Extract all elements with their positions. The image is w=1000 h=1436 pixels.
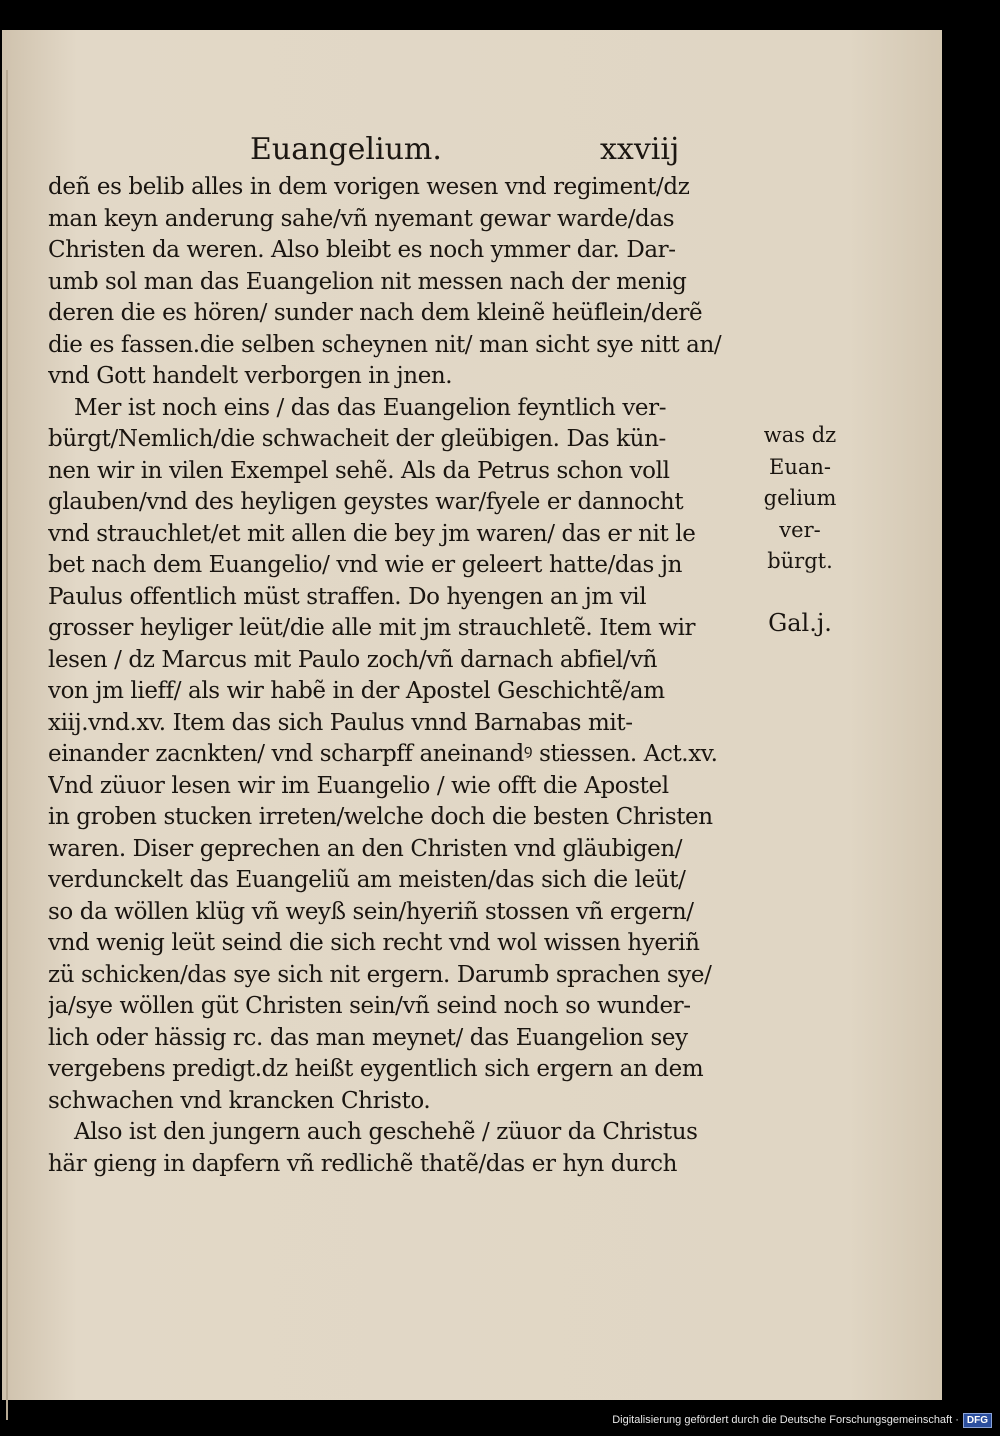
text-line: nen wir in vilen Exempel sehẽ. Als da Petrus schon voll: [48, 457, 670, 484]
body-text: [48, 172, 748, 1180]
page-edge-shadow: [6, 70, 8, 1420]
text-line: Mer ist noch eins / das das Euangelion feyntlich ver‑: [74, 394, 667, 421]
text-line: bet nach dem Euangelio/ vnd wie er geleert hatte/das jn: [48, 552, 683, 578]
text-line: man keyn anderung sahe/vñ nyemant gewar warde/das: [48, 205, 675, 232]
text-line: Paulus offentlich müst straffen. Do hyengen an jm vil: [48, 583, 647, 610]
text-line: bürgt/Nemlich/die schwacheit der gleübigen. Das kün‑: [48, 426, 666, 452]
margin-note-line: was dz: [763, 423, 837, 447]
text-line: Also ist den jungern auch geschehẽ / züuor da Christus: [74, 1119, 698, 1145]
text-line: vnd wenig leüt seind die sich recht vnd wol wissen hyeriñ: [48, 930, 700, 956]
text-line: so da wöllen klüg vñ weyß sein/hyeriñ stossen vñ ergern/: [48, 898, 694, 925]
text-line: einander zacnkten/ vnd scharpff aneinandꝰ stiessen. Act.xv.: [48, 741, 718, 767]
text-line: ja/sye wöllen güt Christen sein/vñ seind noch so wunder‑: [48, 993, 691, 1019]
folio-number: xxviij: [600, 132, 680, 167]
margin-reference: Gal.j.: [768, 608, 832, 637]
margin-note-line: ver‑: [779, 517, 821, 542]
margin-note-line: gelium: [763, 486, 837, 510]
text-line: xiij.vnd.xv. Item das sich Paulus vnnd Barnabas mit‑: [48, 709, 633, 736]
text-line: glauben/vnd des heyligen geystes war/fyele er dannocht: [48, 489, 684, 515]
text-line: zü schicken/das sye sich nit ergern. Darumb sprachen sye/: [48, 961, 712, 988]
text-line: lesen / dz Marcus mit Paulo zoch/vñ darnach abfiel/vñ: [48, 646, 658, 673]
text-line: deñ es belib alles in dem vorigen wesen vnd regiment/dz: [48, 174, 690, 200]
text-line: vergebens predigt.dz heißt eygentlich sich ergern an dem: [48, 1056, 704, 1082]
funding-credit-text: Digitalisierung gefördert durch die Deutsche Forschungsgemeinschaft ·: [612, 1414, 959, 1426]
margin-notes: [750, 420, 850, 639]
text-line: schwachen vnd krancken Christo.: [48, 1087, 431, 1114]
book-page: [2, 30, 942, 1400]
text-line: die es fassen.die selben scheynen nit/ man sicht sye nitt an/: [48, 331, 722, 358]
text-line: von jm lieff/ als wir habẽ in der Apostel Geschichtẽ/am: [48, 678, 665, 704]
text-line: vnd Gott handelt verborgen in jnen.: [48, 363, 453, 389]
text-line: umb sol man das Euangelion nit messen nach der menig: [48, 268, 687, 295]
text-line: Christen da weren. Also bleibt es noch ymmer dar. Dar‑: [48, 237, 676, 263]
text-line: vnd strauchlet/et mit allen die bey jm waren/ das er nit le: [48, 520, 696, 547]
text-line: waren. Diser geprechen an den Christen vnd gläubigen/: [48, 835, 683, 862]
text-line: verdunckelt das Euangeliũ am meisten/das sich die leüt/: [48, 867, 686, 893]
digitization-credit: [612, 1412, 992, 1428]
margin-note-line: Euan‑: [769, 454, 831, 479]
margin-note-line: bürgt.: [767, 549, 833, 573]
text-line: in groben stucken irreten/welche doch die besten Christen: [48, 804, 713, 830]
running-head-title: Euangelium.: [250, 132, 442, 167]
text-line: här gieng in dapfern vñ redlichẽ thatẽ/das er hyn durch: [48, 1150, 678, 1177]
text-line: deren die es hören/ sunder nach dem kleinẽ heüflein/derẽ: [48, 300, 703, 326]
text-line: Vnd züuor lesen wir im Euangelio / wie offt die Apostel: [48, 772, 669, 799]
dfg-logo-icon: DFG: [963, 1413, 992, 1428]
text-line: lich oder hässig rc. das man meynet/ das Euangelion sey: [48, 1024, 688, 1051]
text-line: grosser heyliger leüt/die alle mit jm strauchletẽ. Item wir: [48, 615, 696, 641]
running-head: [2, 108, 942, 168]
